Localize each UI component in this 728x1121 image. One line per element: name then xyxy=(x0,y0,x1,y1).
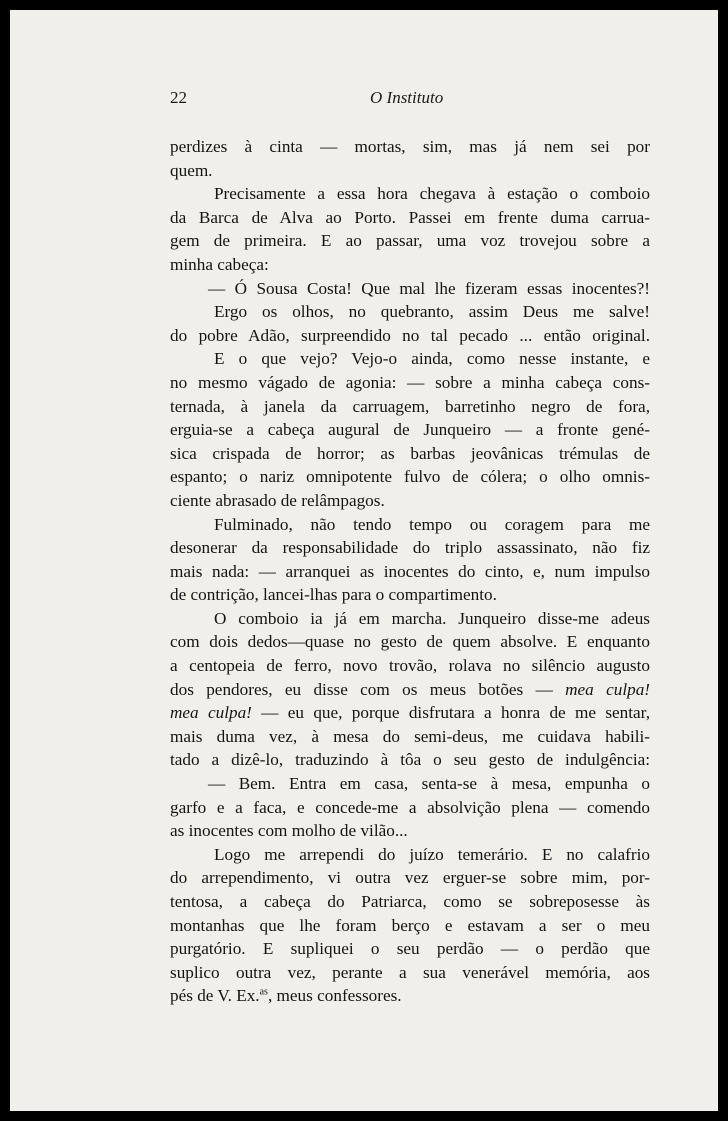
running-title: O Instituto xyxy=(370,88,444,107)
text-line: erguia-se a cabeça augural de Junqueiro — a fronte gené- xyxy=(170,420,650,440)
text-line: Fulminado, não tendo tempo ou coragem para me xyxy=(214,514,650,534)
text-line: da Barca de Alva ao Porto. Passei em frente duma carrua- xyxy=(170,207,650,227)
text-line xyxy=(170,678,650,702)
text-line: espanto; o nariz omnipotente fulvo de cólera; o olho omnis- xyxy=(170,467,650,487)
text-line: Precisamente a essa hora chegava à estação o comboio xyxy=(214,184,650,204)
text-line: purgatório. E supliquei o seu perdão — o perdão que xyxy=(170,939,650,959)
text-line: quem. xyxy=(170,160,213,180)
italic-phrase: mea culpa! xyxy=(565,679,651,699)
text-line: minha cabeça: xyxy=(170,254,269,274)
text-line: montanhas que lhe foram berço e estavam a ser o meu xyxy=(170,915,650,935)
text-line: ciente abrasado de relâmpagos. xyxy=(170,490,385,510)
text-line: — Bem. Entra em casa, senta-se à mesa, empunha o xyxy=(208,774,650,794)
text-line: suplico outra vez, perante a sua venerável memória, aos xyxy=(170,962,650,982)
text-line: gem de primeira. E ao passar, uma voz trovejou sobre a xyxy=(170,231,650,251)
text-line: garfo e a faca, e concede-me a absolvição plena — comendo xyxy=(170,797,650,817)
page xyxy=(10,10,718,1111)
text-line: com dois dedos—quase no gesto de quem absolve. E enquanto xyxy=(170,632,650,652)
text-fragment: dos pendores, eu disse com os meus botões — xyxy=(170,679,553,699)
page-number: 22 xyxy=(170,88,187,107)
text-line: mais duma vez, à mesa do semi-deus, me cuidava habili- xyxy=(170,726,650,746)
text-fragment: — eu que, porque disfrutara a honra de me sentar, xyxy=(261,703,651,723)
superscript: as xyxy=(259,986,268,998)
text-line: sica crispada de horror; as barbas jeovânicas trémulas de xyxy=(170,443,650,463)
text-line: E o que vejo? Vejo-o ainda, como nesse instante, e xyxy=(214,349,650,369)
text-line xyxy=(170,701,650,725)
text-line: Logo me arrependi do juízo temerário. E no calafrio xyxy=(214,844,650,864)
text-fragment: , meus confessores. xyxy=(267,986,402,1006)
text-line: desonerar da responsabilidade do triplo assassinato, não fiz xyxy=(170,538,650,558)
text-line: tado a dizê-lo, traduzindo à tôa o seu gesto de indulgência: xyxy=(170,750,650,770)
text-line: as inocentes com molho de vilão... xyxy=(170,821,408,841)
text-line: do arrependimento, vi outra vez erguer-se sobre mim, por- xyxy=(170,868,650,888)
text-line: tentosa, a cabeça do Patriarca, como se sobreposesse às xyxy=(170,892,650,911)
text-line: a centopeia de ferro, novo trovão, rolava no silêncio augusto xyxy=(170,656,650,676)
italic-phrase: mea culpa! xyxy=(170,703,252,723)
text-line: mais nada: — arranquei as inocentes do cinto, e, num impulso xyxy=(170,561,650,581)
text-line: O comboio ia já em marcha. Junqueiro disse-me adeus xyxy=(214,608,650,628)
body-text xyxy=(170,135,650,1008)
text-line: ternada, à janela da carruagem, barretinho negro de fora, xyxy=(170,396,650,416)
text-line: — Ó Sousa Costa! Que mal lhe fizeram essas inocentes?! xyxy=(208,278,650,298)
text-line xyxy=(170,984,650,1008)
text-line: perdizes à cinta — mortas, sim, mas já nem sei por xyxy=(170,137,650,156)
text-line: de contrição, lancei-lhas para o compartimento. xyxy=(170,585,497,605)
text-line: no mesmo vágado de agonia: — sobre a minha cabeça cons- xyxy=(170,372,650,392)
text-line: Ergo os olhos, no quebranto, assim Deus me salve! xyxy=(214,302,650,322)
text-line: do pobre Adão, surpreendido no tal pecado ... então original. xyxy=(170,325,650,345)
page-header xyxy=(170,88,650,112)
text-fragment: pés de V. Ex. xyxy=(170,986,260,1006)
